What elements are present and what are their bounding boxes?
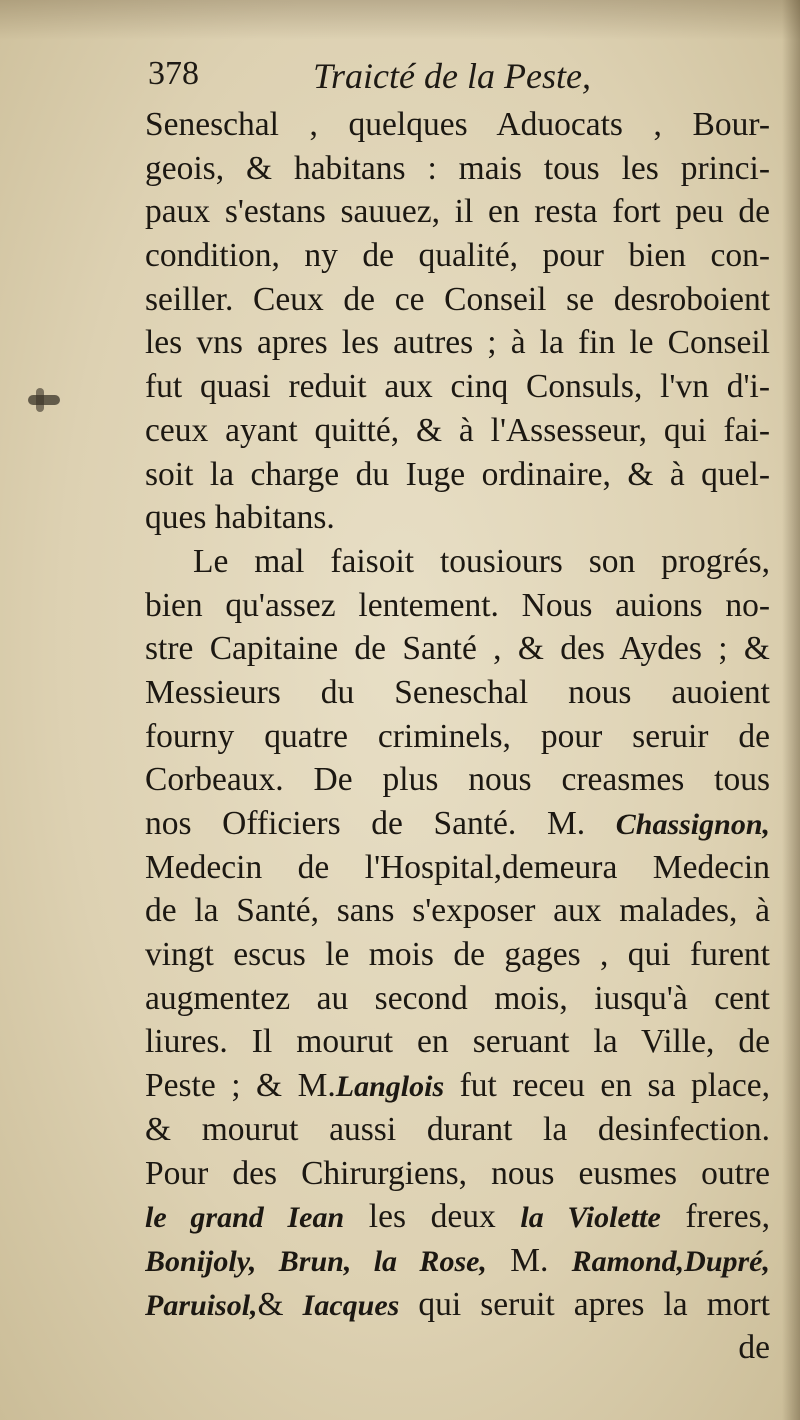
- text-line: ques habitans.: [145, 499, 335, 537]
- text-line: paux s'estans sauuez, il en resta fort peu de: [145, 193, 770, 231]
- text-line: liures. Il mourut en seruant la Ville, de: [145, 1023, 770, 1061]
- ink-blot-stem: [36, 388, 44, 412]
- person-name: Ramond,Dupré,: [571, 1244, 770, 1278]
- text-line: seiller. Ceux de ce Conseil se desroboient: [145, 280, 770, 318]
- person-name: Iacques: [302, 1288, 400, 1322]
- text-line: Messieurs du Seneschal nous auoient: [145, 673, 770, 711]
- ink-blot: [28, 395, 60, 405]
- text-line: vingt escus le mois de gages , qui furent: [145, 936, 770, 974]
- page-number: 378: [148, 55, 199, 92]
- text-line: les vns apres les autres ; à la fin le Conseil: [145, 324, 770, 362]
- text-line: Corbeaux. De plus nous creasmes tous: [145, 761, 770, 799]
- body-text: [145, 103, 770, 1370]
- text-line: Peste ; & M.Langlois fut receu en sa place,: [145, 1067, 770, 1105]
- text-line: soit la charge du Iuge ordinaire, & à quel-: [145, 455, 770, 493]
- text-line: fut quasi reduit aux cinq Consuls, l'vn d'i-: [145, 368, 770, 406]
- person-name: le grand Iean: [145, 1201, 345, 1235]
- text-line: bien qu'assez lentement. Nous auions no-: [145, 586, 770, 624]
- text-line: Le mal faisoit tousiours son progrés,: [193, 542, 770, 580]
- person-name: Langlois: [335, 1070, 445, 1104]
- page-gutter-shadow: [782, 0, 800, 1420]
- text-line: Medecin de l'Hospital,demeura Medecin: [145, 848, 770, 886]
- page-shadow-top: [0, 0, 800, 40]
- person-name: Bonijoly, Brun, la Rose,: [145, 1244, 487, 1278]
- text-line: Bonijoly, Brun, la Rose, M. Ramond,Dupré,: [145, 1241, 770, 1279]
- text-line: Seneschal , quelques Aduocats , Bour-: [145, 106, 770, 143]
- text-line: condition, ny de qualité, pour bien con-: [145, 237, 770, 275]
- text-line: Paruisol,& Iacques qui seruit apres la mort: [145, 1285, 770, 1323]
- text-line: augmentez au second mois, iusqu'à cent: [145, 979, 770, 1017]
- catchword: de: [738, 1329, 770, 1367]
- text-line: Pour des Chirurgiens, nous eusmes outre: [145, 1154, 770, 1192]
- text-line: stre Capitaine de Santé , & des Aydes ; &: [145, 630, 770, 668]
- text-line: geois, & habitans : mais tous les princi-: [145, 149, 770, 187]
- person-name: la Violette: [520, 1201, 661, 1235]
- person-name: Chassignon,: [615, 808, 770, 841]
- text-line: ceux ayant quitté, & à l'Assesseur, qui fai-: [145, 411, 770, 449]
- text-line: le grand Iean les deux la Violette freres,: [145, 1198, 770, 1236]
- text-line: & mourut aussi durant la desinfection.: [145, 1110, 770, 1148]
- text-line: fourny quatre criminels, pour seruir de: [145, 717, 770, 755]
- person-name: Paruisol,: [145, 1288, 258, 1322]
- text-line: de la Santé, sans s'exposer aux malades, à: [145, 892, 770, 930]
- page-header: [148, 55, 768, 105]
- running-title: Traicté de la Peste,: [313, 56, 591, 96]
- text-line: nos Officiers de Santé. M. Chassignon,: [145, 805, 770, 842]
